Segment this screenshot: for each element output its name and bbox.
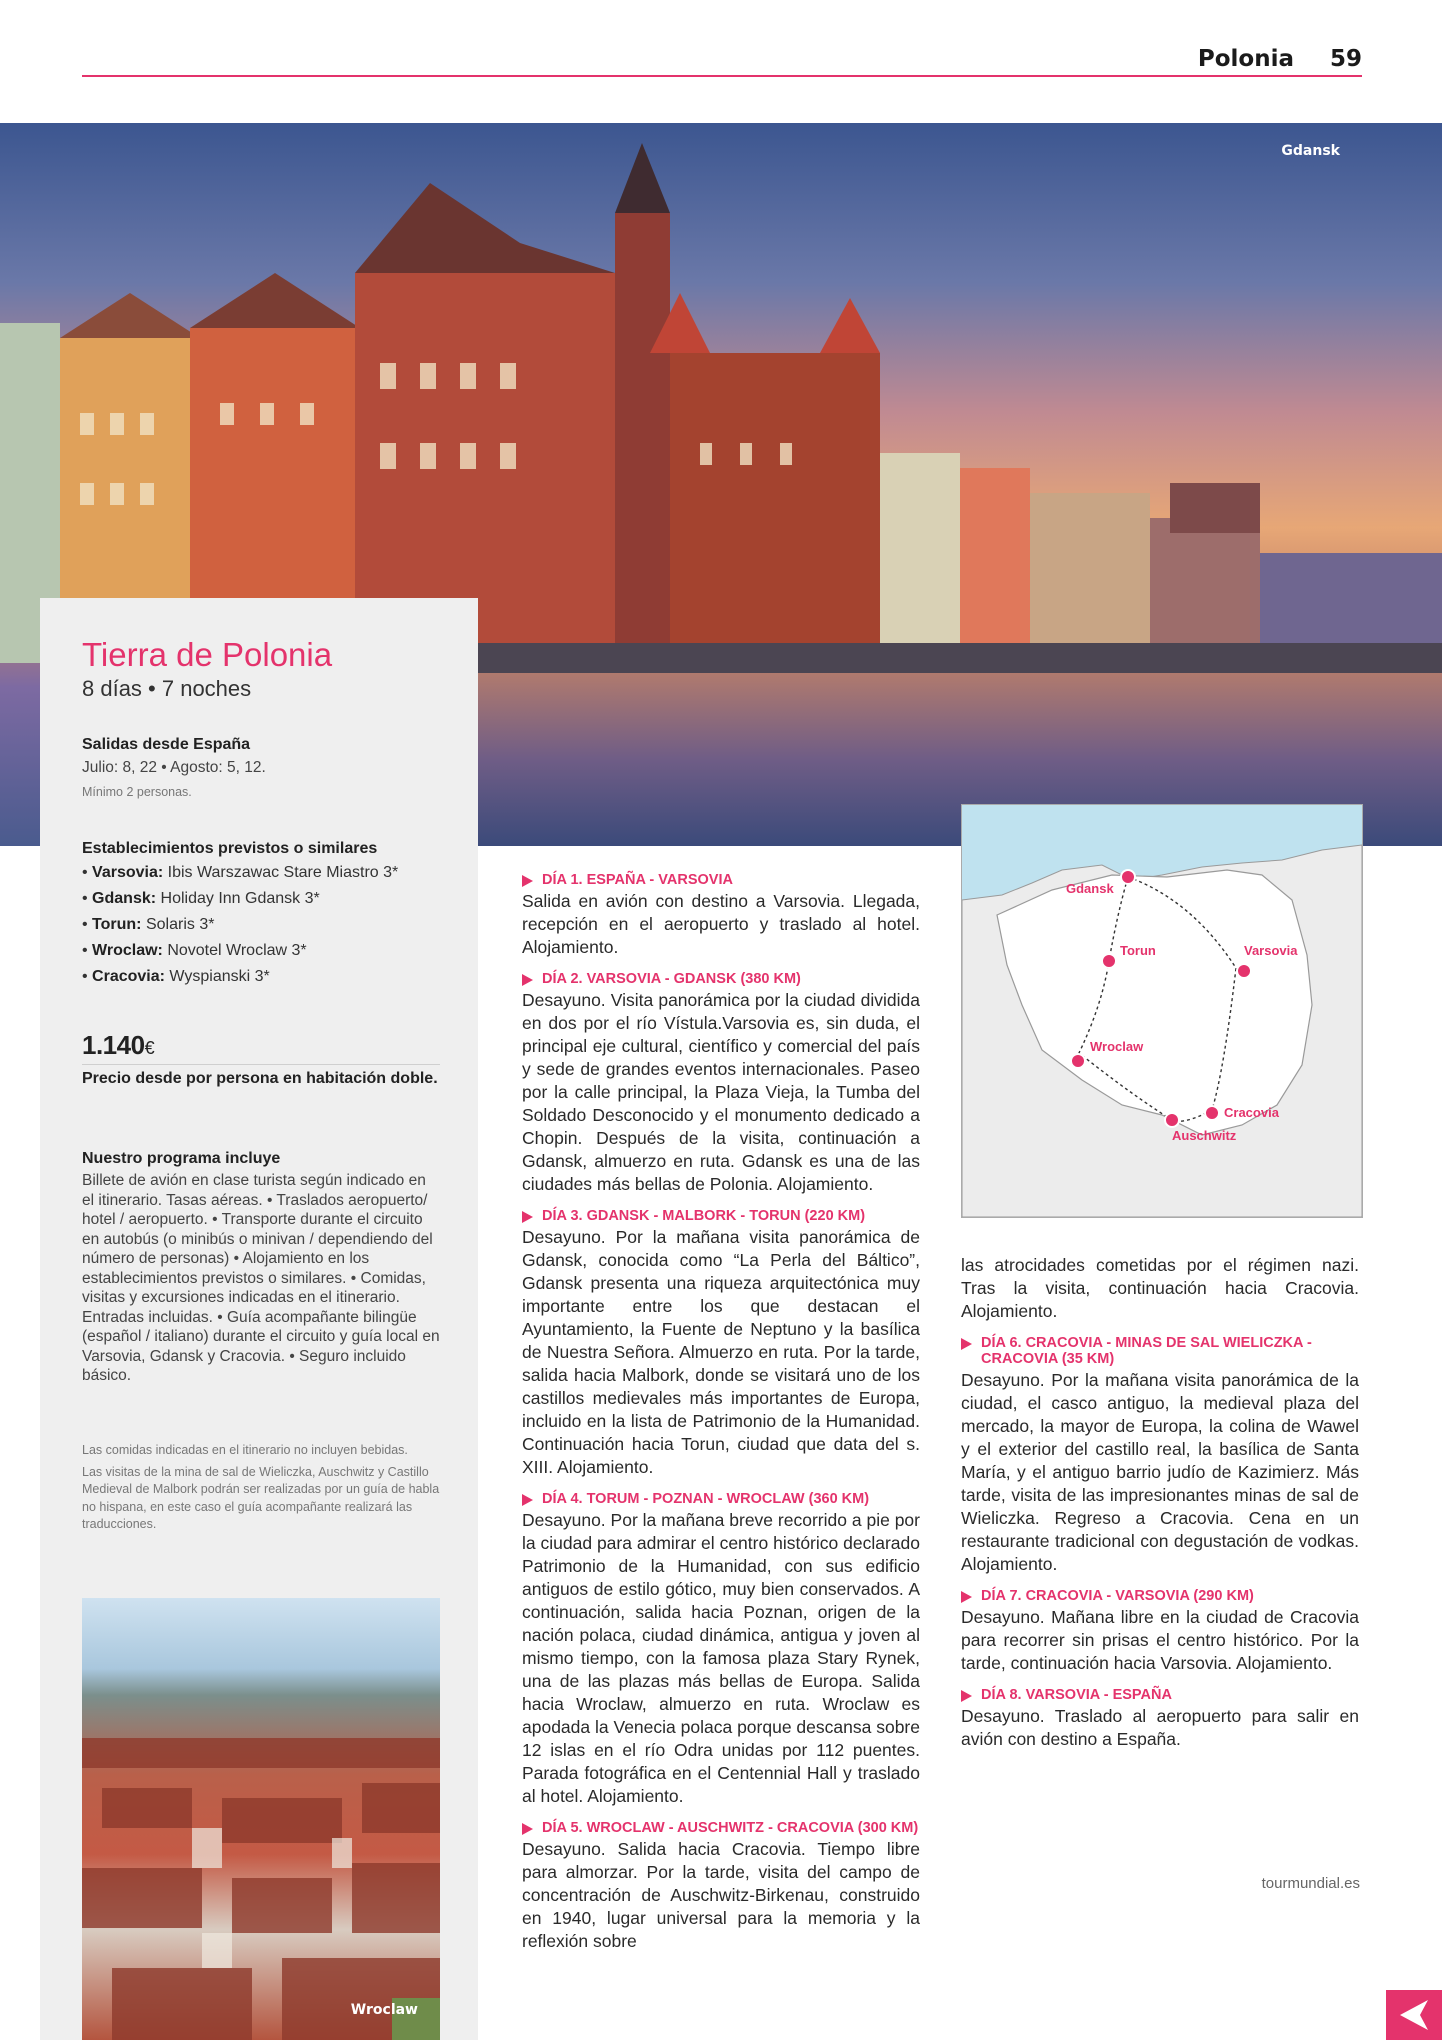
- hotel-item: • Cracovia: Wyspianski 3*: [82, 968, 270, 985]
- price-currency: €: [144, 1038, 155, 1058]
- itinerary-column-2: [961, 1254, 1359, 1751]
- departures-heading: Salidas desde España: [82, 736, 251, 753]
- day-heading: DÍA 5. WROCLAW - AUSCHWITZ - CRACOVIA (300 KM): [522, 1820, 920, 1836]
- hotel-city: Cracovia:: [92, 968, 165, 985]
- wroclaw-illustration: [82, 1598, 440, 2040]
- price-description: Precio desde por persona en habitación doble.: [82, 1070, 438, 1087]
- departures-dates: Julio: 8, 22 • Agosto: 5, 12.: [82, 759, 266, 776]
- day-text: Salida en avión con destino a Varsovia. Llegada, recepción en el aeropuerto y traslado al hotel. Alojamiento.: [522, 891, 920, 957]
- map-marker: [1071, 1054, 1085, 1068]
- hotel-city: Wroclaw:: [92, 942, 163, 959]
- hotel-city: Gdansk:: [92, 890, 157, 907]
- price-value: 1.140: [82, 1030, 145, 1060]
- hotel-item: • Wroclaw: Novotel Wroclaw 3*: [82, 942, 307, 959]
- trip-summary-panel: [40, 598, 478, 2040]
- minimum-persons: Mínimo 2 personas.: [82, 784, 192, 799]
- day-text: Desayuno. Por la mañana visita panorámica de la ciudad, el casco antiguo, la medieval plaza del mercado, la mayor de Europa, la colina de Wawel y el exterior del castillo real, la basílica de Santa María, y el antiguo barrio judío de Kazimierz. Más tarde, visita de las impresionantes minas de sal de Wieliczka. Regreso a Cracovia. Cena en un restaurante tradicional con degustación de vodkas. Alojamiento.: [961, 1370, 1359, 1574]
- route-map: [961, 804, 1363, 1218]
- notes-block: [82, 1442, 442, 1534]
- page-header: [82, 44, 1362, 78]
- map-label: Cracovia: [1224, 1105, 1279, 1120]
- includes-heading: Nuestro programa incluye: [82, 1150, 281, 1167]
- section-title: Polonia: [1197, 46, 1294, 72]
- departures-block: [82, 736, 442, 801]
- hotel-name: Novotel Wroclaw 3*: [167, 942, 307, 959]
- map-label: Gdansk: [1066, 881, 1114, 896]
- includes-block: [82, 1150, 442, 1386]
- day-heading: DÍA 2. VARSOVIA - GDANSK (380 KM): [522, 971, 920, 987]
- map-label: Varsovia: [1244, 943, 1298, 958]
- trip-duration: 8 días • 7 noches: [82, 676, 252, 701]
- price: [82, 1030, 442, 1061]
- photo-caption: Wroclaw: [350, 2002, 418, 2018]
- day-text: Desayuno. Traslado al aeropuerto para salir en avión con destino a España.: [961, 1706, 1359, 1749]
- itinerary-column-1: [522, 872, 920, 1953]
- hotels-heading: Establecimientos previstos o similares: [82, 840, 378, 857]
- map-illustration: [962, 805, 1362, 1217]
- hotel-name: Solaris 3*: [145, 916, 215, 933]
- trip-title: Tierra de Polonia: [82, 636, 333, 673]
- includes-text: Billete de avión en clase turista según indicado en el itinerario. Tasas aéreas. • Traslados aeropuerto/ hotel / aeropuerto. • Transporte durante el circuito en autobús (o minibús o minivan / dependiendo del número de personas) • Alojamiento en los establecimientos previstos o similares. • Comidas, visitas y excursiones indicadas en el itinerario. Entradas incluidas. • Guía acompañante bilingüe (español / italiano) durante el circuito y guía local en Varsovia, Gdansk y Cracovia. • Seguro incluido básico.: [82, 1172, 440, 1384]
- day-heading: DÍA 8. VARSOVIA - ESPAÑA: [961, 1687, 1359, 1703]
- day-heading: DÍA 6. CRACOVIA - MINAS DE SAL WIELICZKA - CRACOVIA (35 KM): [961, 1335, 1359, 1367]
- map-marker: [1121, 870, 1135, 884]
- day-text: Desayuno. Visita panorámica por la ciudad dividida en dos por el río Vístula.Varsovia es, sin duda, el principal eje cultural, científico y comercial del país y sede de grandes eventos internacionales. Paseo por la calle principal, la Plaza Vieja, la Tumba del Soldado Desconocido y el monumento dedicado a Chopin. Después de la visita, continuación a Gdansk, almuerzo en ruta. Gdansk es una de las ciudades más bellas de Polonia. Alojamiento.: [522, 990, 920, 1194]
- map-marker: [1165, 1113, 1179, 1127]
- day-heading: DÍA 1. ESPAÑA - VARSOVIA: [522, 872, 920, 888]
- map-label: Wroclaw: [1090, 1039, 1144, 1054]
- day-text: Desayuno. Salida hacia Cracovia. Tiempo libre para almorzar. Por la tarde, visita del campo de concentración de Auschwitz-Birkenau, construido en 1940, lugar universal para la memoria y la reflexión sobre: [522, 1839, 920, 1951]
- hero-caption: Gdansk: [1281, 143, 1340, 159]
- map-label: Auschwitz: [1172, 1128, 1237, 1143]
- map-marker: [1205, 1106, 1219, 1120]
- hotel-item: • Torun: Solaris 3*: [82, 916, 215, 933]
- day-text: Desayuno. Por la mañana breve recorrido a pie por la ciudad para admirar el centro histórico declarado Patrimonio de la Humanidad, con sus edificio antiguos de estilo gótico, muy bien conservados. A continuación, salida hacia Poznan, origen de la nación polaca, ciudad dinámica, antigua y joven al mismo tiempo, con la famosa plaza Stary Rynek, una de las plazas más bellas de Europa. Salida hacia Wroclaw, almuerzo en ruta. Wroclaw es apodada la Venecia polaca porque descansa sobre 12 islas en el río Odra unidas por 112 puentes. Parada fotográfica en el Centennial Hall y traslado al hotel. Alojamiento.: [522, 1510, 920, 1806]
- price-divider: [82, 1064, 440, 1065]
- day-text: las atrocidades cometidas por el régimen nazi. Tras la visita, continuación hacia Cracovia. Alojamiento.: [961, 1255, 1359, 1321]
- note-visits: Las visitas de la mina de sal de Wieliczka, Auschwitz y Castillo Medieval de Malbork podrán ser realizadas por un guía de habla no hispana, en este caso el guía acompañante realizará las traducciones.: [82, 1464, 440, 1531]
- back-button[interactable]: [1386, 1990, 1442, 2040]
- hotel-name: Ibis Warszawac Stare Miastro 3*: [167, 864, 399, 881]
- map-label: Torun: [1120, 943, 1156, 958]
- note-meals: Las comidas indicadas en el itinerario no incluyen bebidas.: [82, 1443, 408, 1457]
- day-heading: DÍA 7. CRACOVIA - VARSOVIA (290 KM): [961, 1588, 1359, 1604]
- hotel-item: • Varsovia: Ibis Warszawac Stare Miastro 3*: [82, 864, 399, 881]
- hotels-block: [82, 840, 442, 990]
- footer-url[interactable]: tourmundial.es: [1261, 1875, 1360, 1892]
- hotel-name: Wyspianski 3*: [169, 968, 270, 985]
- day-heading: DÍA 3. GDANSK - MALBORK - TORUN (220 KM): [522, 1208, 920, 1224]
- back-arrow-icon: [1386, 1990, 1442, 2040]
- day-text: Desayuno. Por la mañana visita panorámica de Gdansk, conocida como “La Perla del Báltico”, Gdansk presenta una riqueza arquitectónica muy importante entre los que destacan el Ayuntamiento, la Fuente de Neptuno y la basílica de Nuestra Señora. Almuerzo en ruta. Por la tarde, salida hacia Malbork, donde se visitará uno de los castillos medievales más importantes de Europa, incluido en la lista de Patrimonio de la Humanidad. Continuación hacia Torun, ciudad que data del s. XIII. Alojamiento.: [522, 1227, 920, 1477]
- hotel-item: • Gdansk: Holiday Inn Gdansk 3*: [82, 890, 320, 907]
- map-marker: [1237, 964, 1251, 978]
- hotel-name: Holiday Inn Gdansk 3*: [160, 890, 320, 907]
- hotel-city: Torun:: [92, 916, 142, 933]
- wroclaw-photo: [82, 1598, 440, 2040]
- map-marker: [1102, 954, 1116, 968]
- hotel-city: Varsovia:: [92, 864, 164, 881]
- day-heading: DÍA 4. TORUM - POZNAN - WROCLAW (360 KM): [522, 1491, 920, 1507]
- page-number: 59: [1329, 46, 1362, 72]
- day-text: Desayuno. Mañana libre en la ciudad de Cracovia para recorrer sin prisas el centro histórico. Por la tarde, continuación hacia Varsovia. Alojamiento.: [961, 1607, 1359, 1673]
- header-divider: [82, 75, 1362, 77]
